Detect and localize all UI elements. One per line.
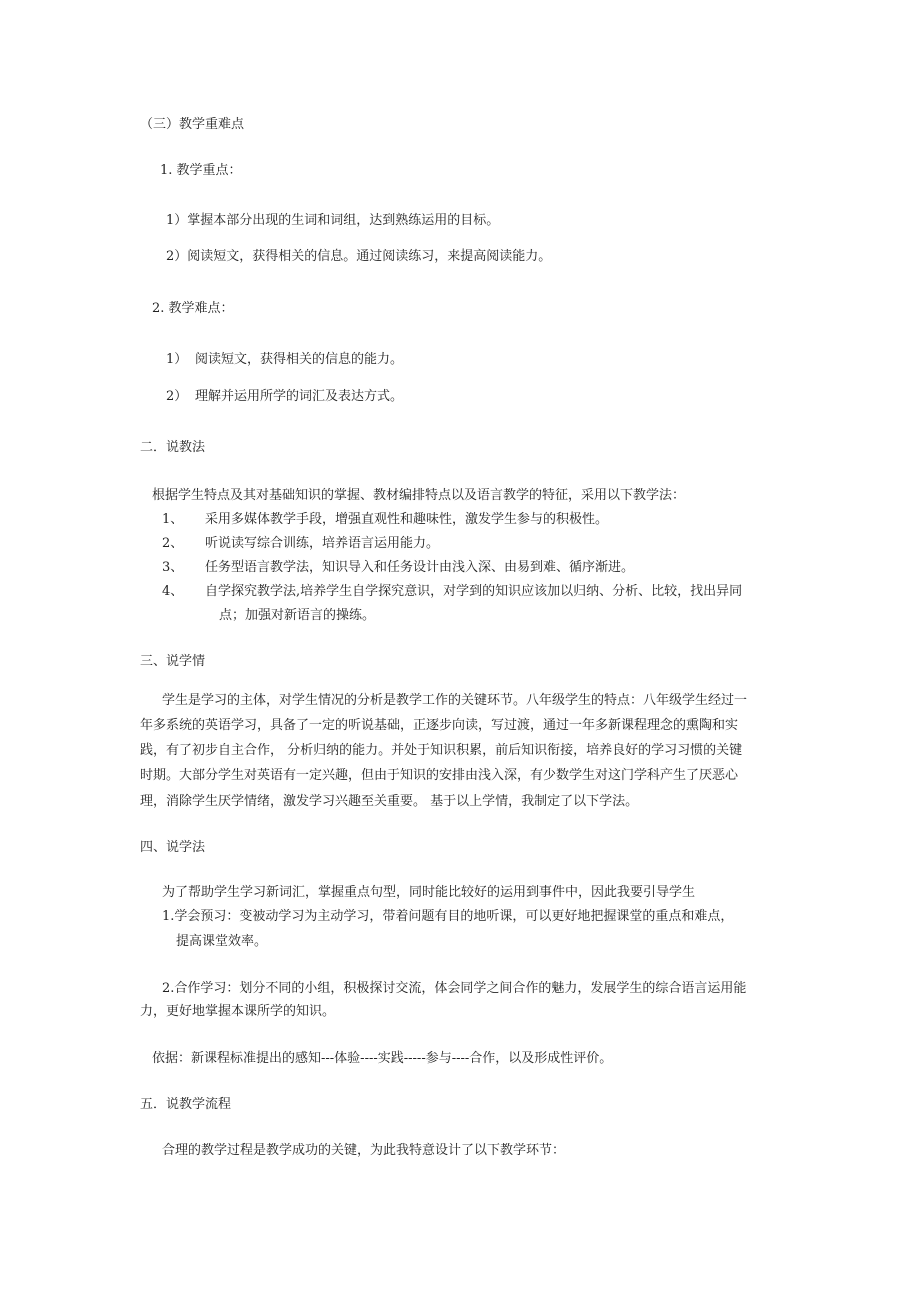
section-heading: 五．说教学流程: [140, 1097, 232, 1112]
list-text: 理解并运用所学的词汇及表达方式。: [195, 389, 404, 404]
paragraph-line: 学生是学习的主体，对学生情况的分析是教学工作的关键环节。八年级学生的特点：八年级学生经过一: [162, 693, 748, 708]
subheading: 2. 教学难点：: [152, 301, 234, 316]
list-number: 4、: [162, 584, 184, 599]
paragraph: 为了帮助学生学习新词汇，掌握重点句型，同时能比较好的运用到事件中，因此我要引导学生: [162, 885, 696, 900]
list-item: [166, 352, 403, 368]
list-number: 1、: [162, 512, 184, 527]
paragraph: 合理的教学过程是教学成功的关键，为此我特意设计了以下教学环节：: [162, 1143, 566, 1158]
list-item: 2.合作学习：划分不同的小组，积极探讨交流，体会同学之间合作的魅力，发展学生的综合语言运用能: [162, 981, 747, 996]
section-heading: 三、说学情: [140, 654, 206, 669]
list-item: [162, 512, 608, 528]
section-heading: 二．说教法: [140, 440, 206, 455]
list-item: [166, 389, 403, 405]
list-number: 3、: [162, 560, 184, 575]
list-text: 任务型语言教学法，知识导入和任务设计由浅入深、由易到难、循序渐进。: [205, 560, 635, 575]
list-number: 2、: [162, 536, 184, 551]
list-item: 2）阅读短文，获得相关的信息。通过阅读练习，来提高阅读能力。: [166, 249, 552, 264]
paragraph: 根据学生特点及其对基础知识的掌握、教材编排特点以及语言教学的特征，采用以下教学法：: [152, 488, 686, 503]
paragraph-line: 理，消除学生厌学情绪，激发学习兴趣至关重要。 基于以上学情，我制定了以下学法。: [140, 794, 639, 809]
list-text: 采用多媒体教学手段，增强直观性和趣味性，激发学生参与的积极性。: [205, 512, 609, 527]
paragraph: 依据：新课程标准提出的感知---体验----实践-----参与----合作，以及形成性评价。: [152, 1051, 613, 1066]
list-item: [162, 584, 742, 600]
list-item-continuation: 提高课堂效率。: [176, 934, 268, 949]
list-text: 听说读写综合训练，培养语言运用能力。: [205, 536, 440, 551]
list-item: [162, 560, 634, 576]
list-item: 1.学会预习：变被动学习为主动学习，带着问题有目的地听课，可以更好地把握课堂的重点和难点，: [162, 909, 734, 924]
subheading: 1. 教学重点：: [160, 163, 242, 178]
section-heading: （三）教学重难点: [140, 117, 245, 132]
paragraph-line: 时期。大部分学生对英语有一定兴趣，但由于知识的安排由浅入深，有少数学生对这门学科产生了厌恶心: [140, 768, 739, 783]
list-number: 2）: [166, 389, 188, 404]
list-number: 1）: [166, 352, 188, 367]
paragraph-line: 践，有了初步自主合作， 分析归纳的能力。并处于知识积累，前后知识衔接，培养良好的学习习惯的关键: [140, 743, 743, 758]
list-item: [162, 536, 439, 552]
section-heading: 四、说学法: [140, 840, 206, 855]
list-text: 自学探究教学法,培养学生自学探究意识，对学到的知识应该加以归纳、分析、比较，找出异同: [205, 584, 743, 599]
list-item: 1）掌握本部分出现的生词和词组，达到熟练运用的目标。: [166, 213, 500, 228]
list-item-continuation: 力，更好地掌握本课所学的知识。: [140, 1004, 336, 1019]
paragraph-line: 年多系统的英语学习，具备了一定的听说基础，正逐步向读，写过渡，通过一年多新课程理念的熏陶和实: [140, 718, 739, 733]
list-text: 阅读短文，获得相关的信息的能力。: [195, 352, 404, 367]
list-item-continuation: 点；加强对新语言的操练。: [219, 608, 376, 623]
